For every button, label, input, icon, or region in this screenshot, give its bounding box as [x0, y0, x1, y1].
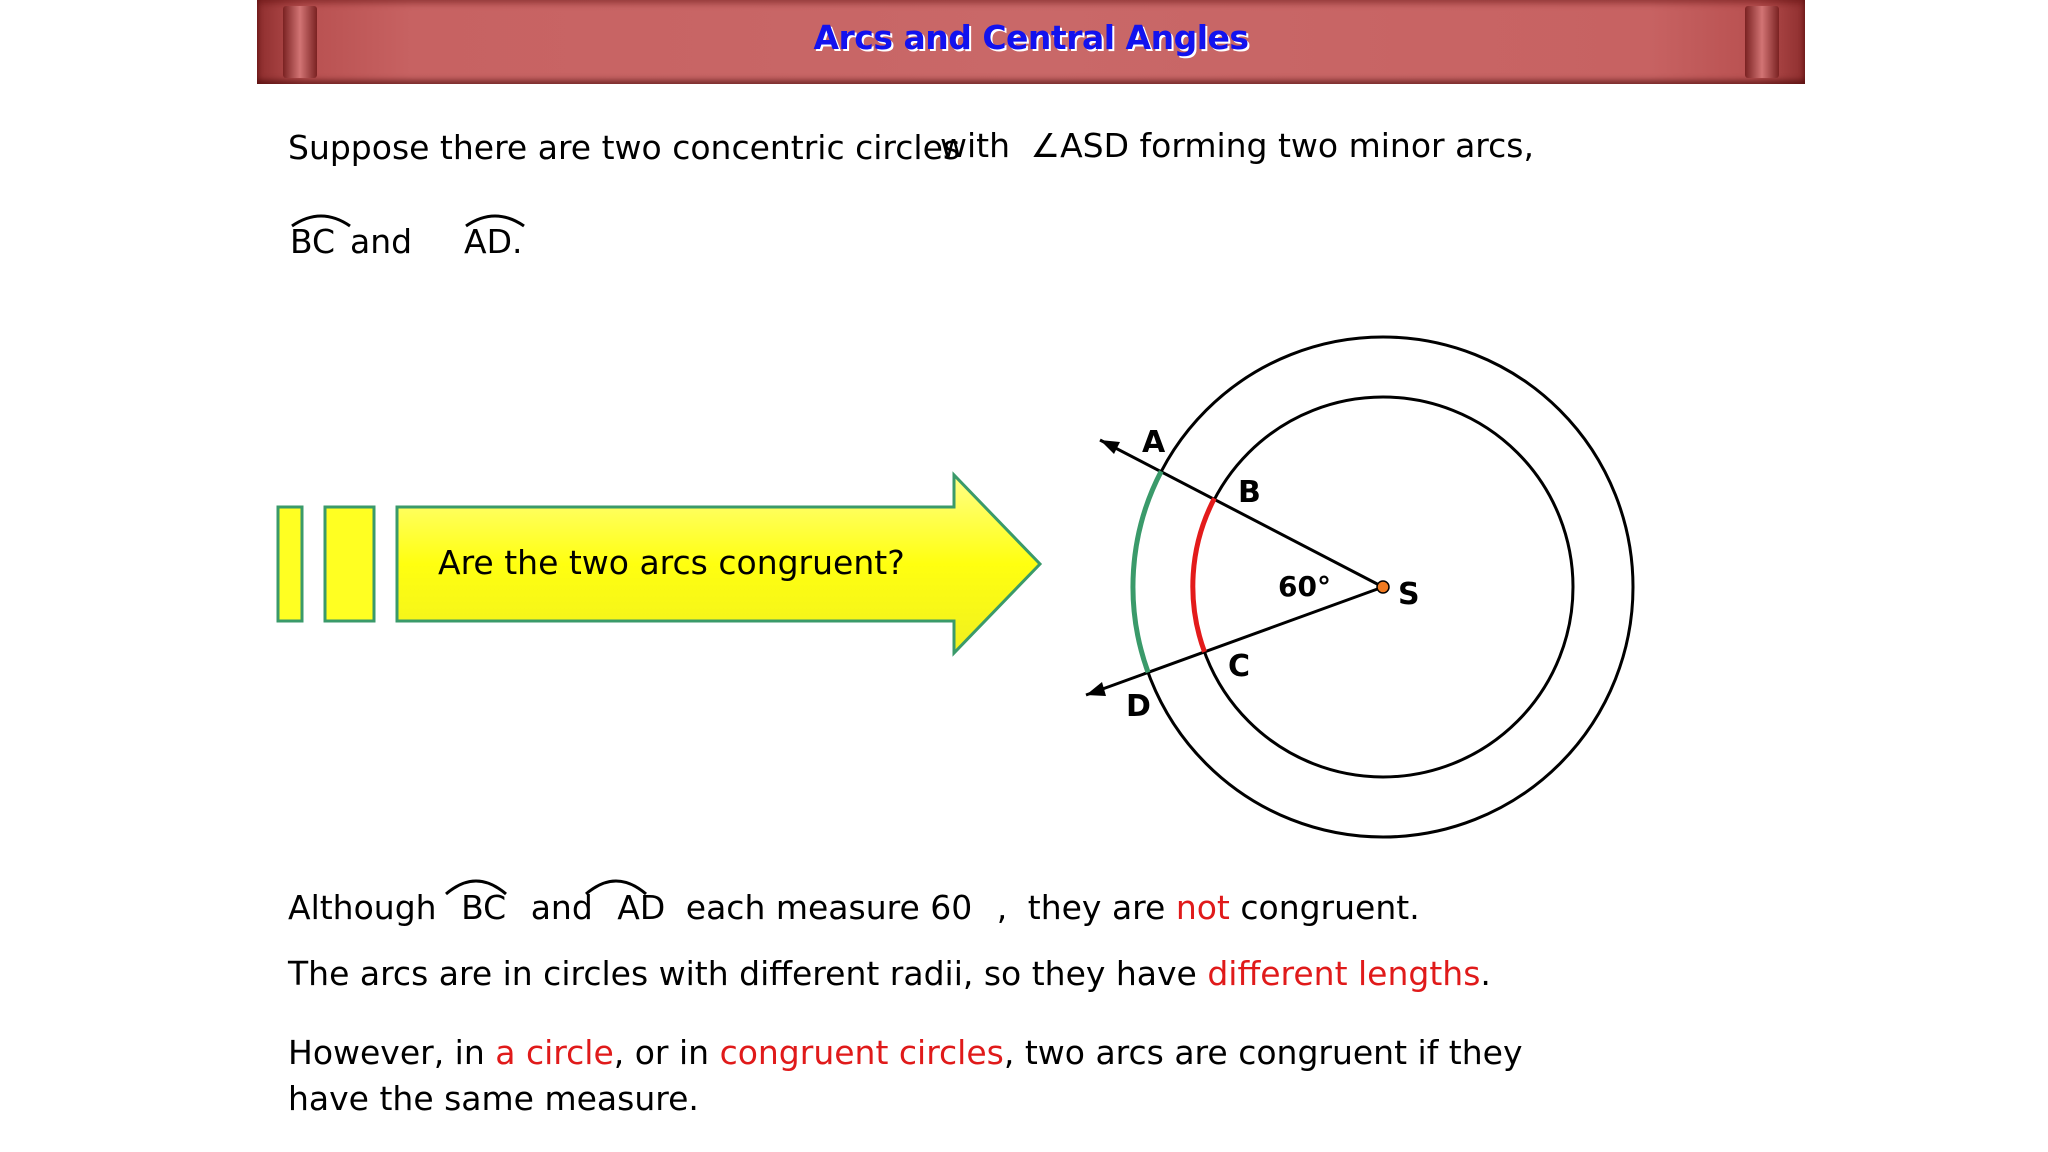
conclusion-line3e: , two arcs are congruent if they	[1003, 1033, 1523, 1072]
arc-symbol-ad	[464, 208, 526, 230]
label-d: D	[1126, 689, 1151, 724]
intro-line-1	[288, 128, 960, 167]
conclusion-each: each measure 60	[685, 888, 973, 927]
callout-bar-2	[325, 507, 374, 621]
arc-bc-red	[1193, 498, 1215, 652]
ray-sa-arrowhead	[1100, 440, 1120, 454]
intro-and: and	[350, 222, 413, 261]
label-a: A	[1142, 425, 1166, 460]
conclusion-they-are: they are	[1027, 888, 1166, 927]
conclusion-different-lengths: different lengths	[1207, 954, 1481, 993]
conclusion-although: Although	[288, 888, 437, 927]
arc-symbol-bc	[290, 208, 352, 230]
intro-text-with: with	[940, 126, 1011, 165]
angle-label: 60°	[1278, 570, 1331, 603]
conclusion-not: not	[1175, 888, 1230, 927]
conclusion-line2a: The arcs are in circles with different radii, so they have	[288, 954, 1197, 993]
angle-symbol: ∠	[1030, 126, 1061, 165]
page-title: Arcs and Central Angles	[813, 18, 1249, 57]
conclusion-line3c: , or in	[613, 1033, 710, 1072]
conclusion-period: .	[1480, 954, 1491, 993]
title-banner	[257, 0, 1805, 84]
arc-symbol-bc-2	[442, 872, 510, 898]
conclusion-line3a: However, in	[288, 1033, 485, 1072]
ray-sd-arrowhead	[1086, 682, 1106, 696]
concentric-circles-diagram	[1050, 320, 1650, 860]
conclusion-line-3	[288, 1033, 1522, 1072]
label-b: B	[1238, 475, 1261, 510]
intro-line-1-cont	[940, 126, 1534, 165]
conclusion-arc-ad: AD	[617, 888, 666, 927]
intro-text-c: ASD forming two minor arcs,	[1060, 126, 1534, 165]
conclusion-a-circle: a circle	[495, 1033, 614, 1072]
label-c: C	[1228, 649, 1251, 684]
conclusion-congruent-circles: congruent circles	[719, 1033, 1004, 1072]
conclusion-comma: ,	[996, 888, 1008, 927]
intro-text-a: Suppose there are two concentric circles	[288, 128, 961, 167]
conclusion-congruent: congruent.	[1240, 888, 1420, 927]
center-point-s	[1377, 581, 1389, 593]
callout-bar-1	[278, 507, 302, 621]
arc-ad-green	[1133, 471, 1161, 672]
arc-symbol-ad-2	[582, 872, 650, 898]
conclusion-line-2	[288, 954, 1491, 993]
label-s: S	[1398, 577, 1420, 612]
callout-question: Are the two arcs congruent?	[438, 543, 905, 582]
conclusion-and: and	[530, 888, 593, 927]
intro-arc-ad: AD.	[464, 222, 523, 261]
conclusion-arc-bc: BC	[461, 888, 507, 927]
conclusion-line-4: have the same measure.	[288, 1079, 699, 1118]
intro-arc-bc: BC	[290, 222, 336, 261]
